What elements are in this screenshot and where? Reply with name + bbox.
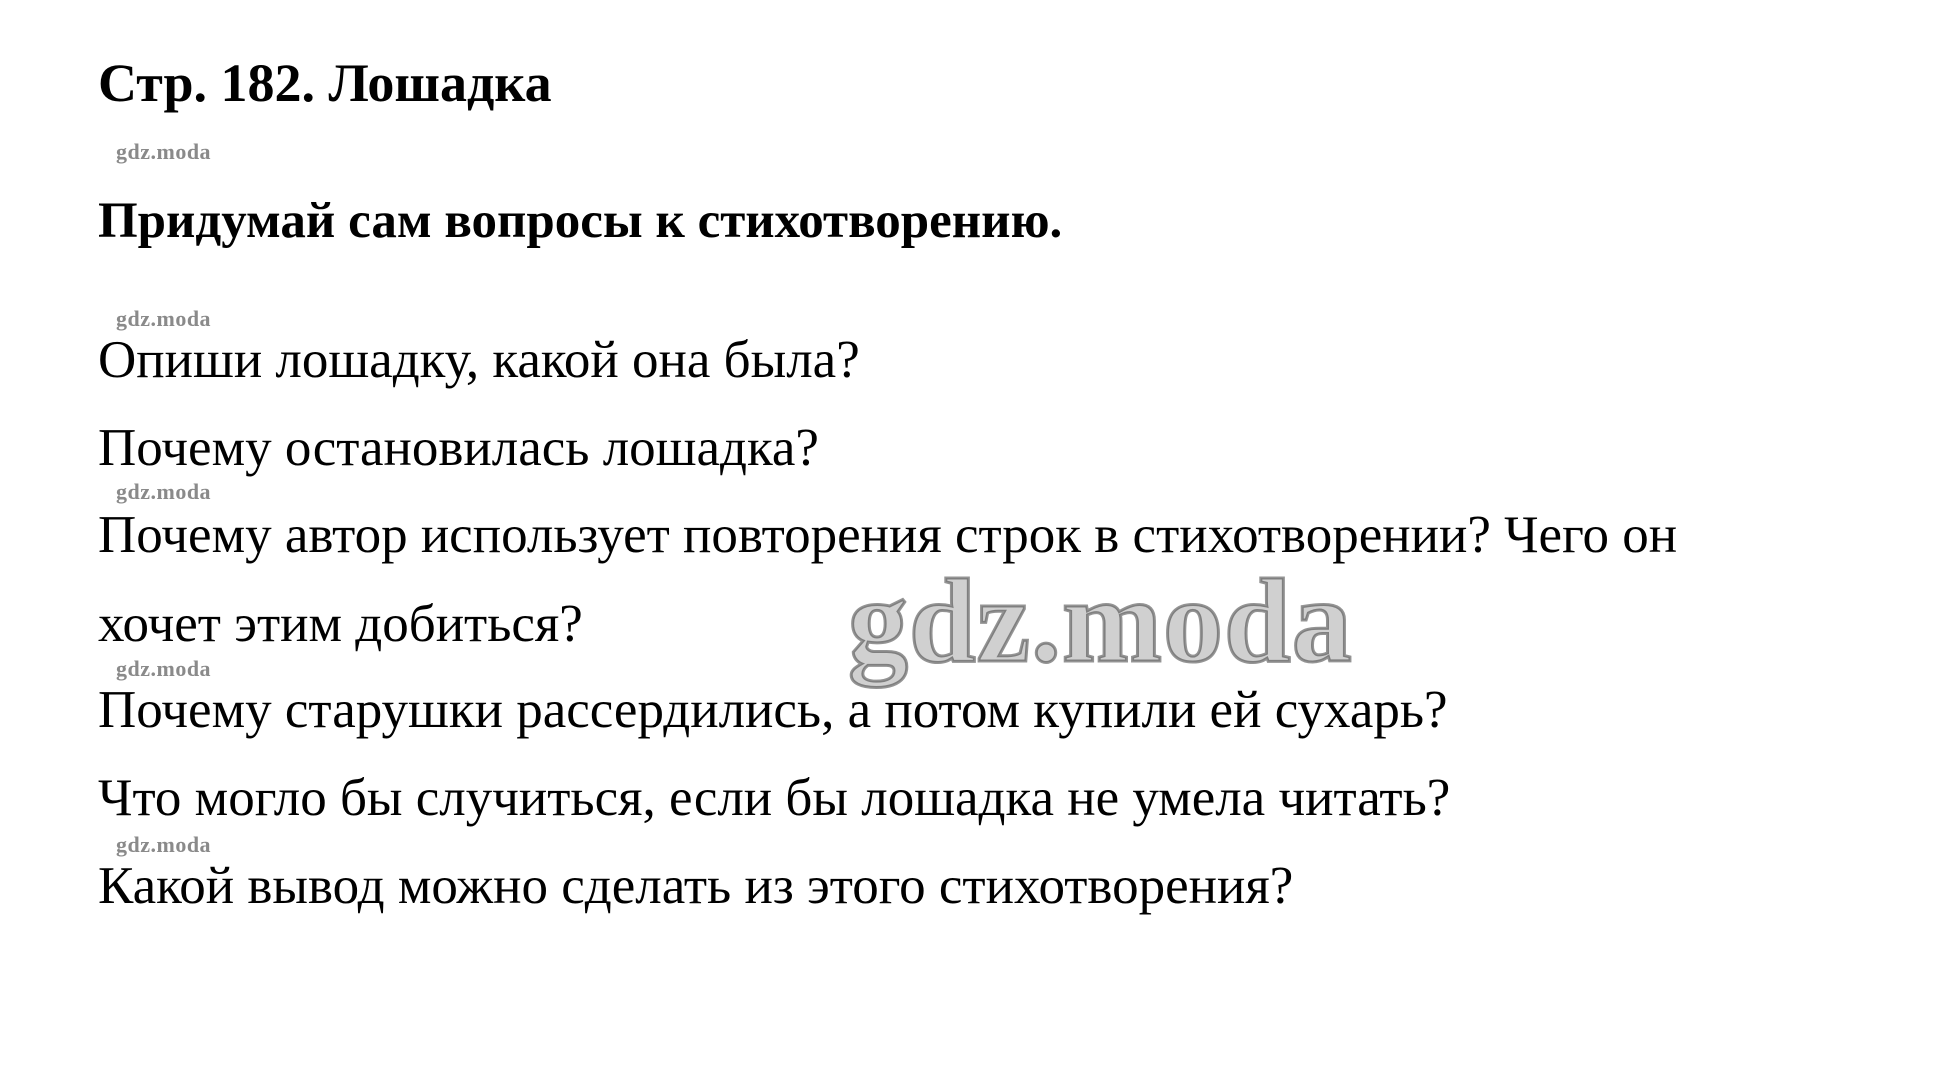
page-title: Стр. 182. Лошадка [98, 53, 552, 113]
question-1: Опиши лошадку, какой она была? [98, 331, 860, 389]
question-4: Почему старушки рассердились, а потом купили ей сухарь? [98, 681, 1448, 739]
question-5: Что могло бы случиться, если бы лошадка не умела читать? [98, 769, 1451, 827]
question-3-continued: хочет этим добиться? [98, 595, 583, 653]
watermark-small: gdz.moda [116, 479, 212, 504]
watermark-small: gdz.moda [116, 656, 212, 681]
question-3: Почему автор использует повторения строк в стихотворении? Чего он [98, 506, 1678, 564]
task-heading: Придумай сам вопросы к стихотворению. [98, 193, 1063, 249]
watermark-large: gdz.moda [848, 554, 1353, 687]
watermark-small: gdz.moda [116, 306, 212, 331]
watermark-small: gdz.moda [116, 139, 212, 164]
question-2: Почему остановилась лошадка? [98, 419, 819, 477]
watermark-small: gdz.moda [116, 832, 212, 857]
question-6: Какой вывод можно сделать из этого стихотворения? [98, 857, 1294, 915]
